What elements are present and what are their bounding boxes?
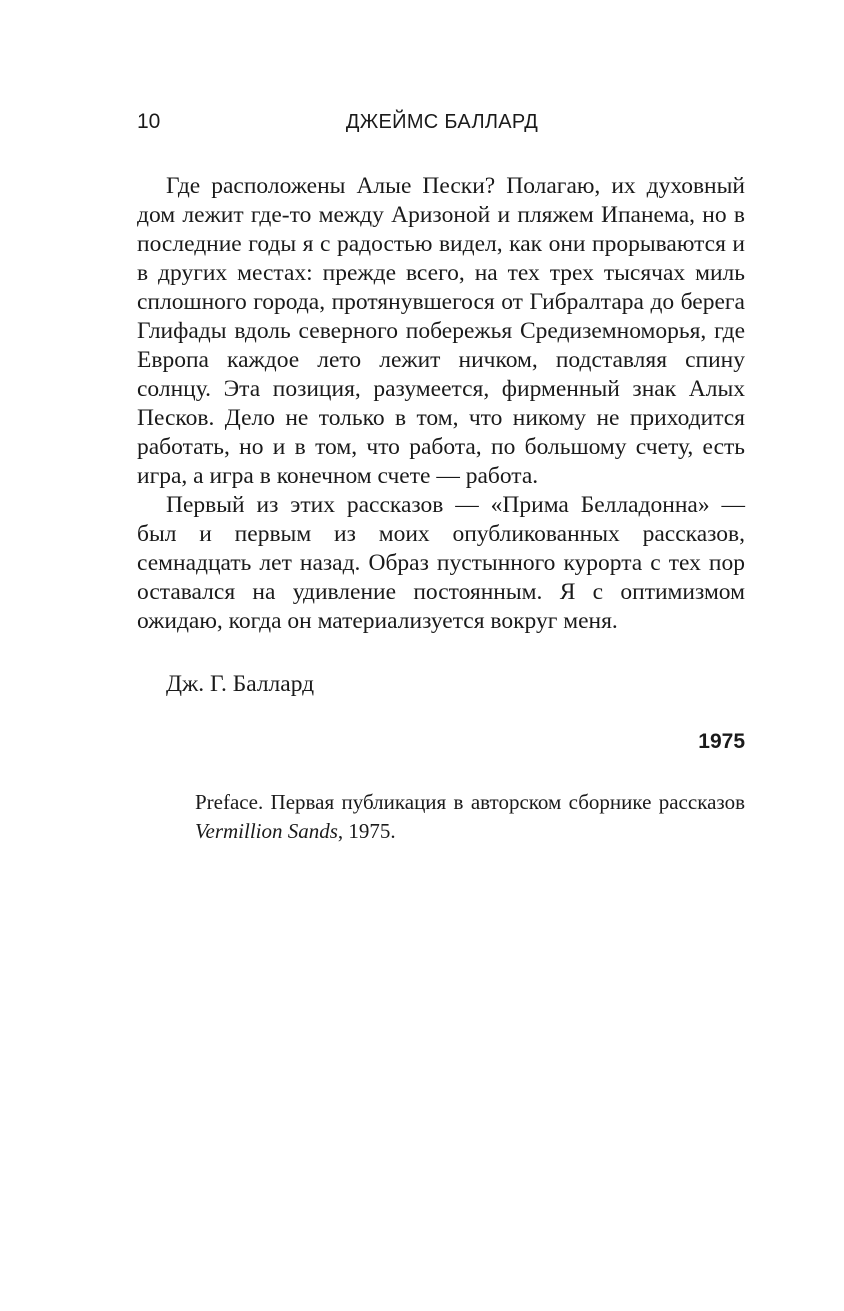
note-text-after: , 1975. <box>337 819 396 843</box>
note-book-title: Vermillion Sands <box>195 819 338 843</box>
paragraph-2: Первый из этих рассказов — «Прима Белладонна» — был и первым из моих опубликованных рассказов, семнадцать лет назад. Образ пустынного курорта с тех пор оставался на удивление постоянным. Я с оптимизмом ожидаю, когда он материализуется вокруг меня. <box>137 492 745 634</box>
page-number: 10 <box>137 110 161 133</box>
running-head: ДЖЕЙМС БАЛЛАРД <box>345 111 539 133</box>
year-date: 1975 <box>698 730 745 753</box>
author-signature: Дж. Г. Баллард <box>166 671 315 697</box>
publication-note <box>195 788 745 846</box>
note-text-before: Preface. Первая публикация в авторском сборнике рассказов <box>195 790 745 814</box>
publication-note-text <box>195 788 745 846</box>
preface-body <box>137 172 745 636</box>
paragraph-1: Где расположены Алые Пески? Полагаю, их духовный дом лежит где-то между Аризоной и пляжем Ипанема, но в последние годы я с радостью видел, как они прорываются и в других местах: прежде всего, на тех трех тысячах миль сплошного города, протянувшегося от Гибралтара до берега Глифады вдоль северного побережья Средиземноморья, где Европа каждое лето лежит ничком, подставляя спину солнцу. Эта позиция, разумеется, фирменный знак Алых Песков. Дело не только в том, что никому не приходится работать, но и в том, что работа, по большому счету, есть игра, а игра в конечном счете — работа. <box>137 173 745 489</box>
